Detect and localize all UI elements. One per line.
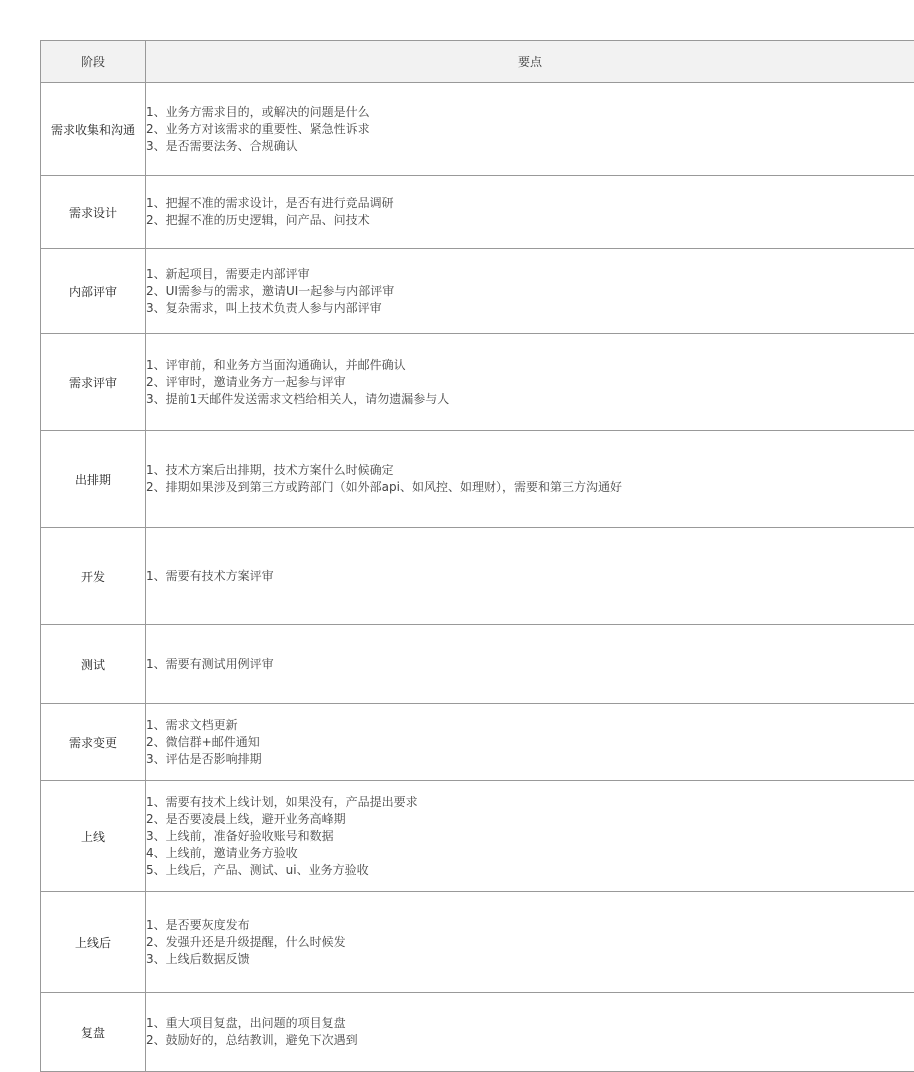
table-row xyxy=(41,892,914,993)
points-cell xyxy=(146,83,914,176)
point-item: 2、排期如果涉及到第三方或跨部门（如外部api、如风控、如理财），需要和第三方沟通好 xyxy=(146,479,914,496)
stage-cell: 上线 xyxy=(41,781,146,892)
points-cell xyxy=(146,249,914,334)
stage-cell: 开发 xyxy=(41,528,146,625)
table-row xyxy=(41,781,914,892)
points-cell xyxy=(146,993,914,1072)
point-item: 1、重大项目复盘，出问题的项目复盘 xyxy=(146,1015,914,1032)
point-item: 1、需要有技术方案评审 xyxy=(146,568,914,585)
point-item: 2、是否要凌晨上线，避开业务高峰期 xyxy=(146,811,914,828)
stage-cell: 出排期 xyxy=(41,431,146,528)
point-item: 2、发强升还是升级提醒，什么时候发 xyxy=(146,934,914,951)
point-item: 3、提前1天邮件发送需求文档给相关人，请勿遗漏参与人 xyxy=(146,391,914,408)
header-points: 要点 xyxy=(146,41,914,83)
table-row xyxy=(41,334,914,431)
point-item: 2、鼓励好的，总结教训，避免下次遇到 xyxy=(146,1032,914,1049)
point-item: 3、复杂需求，叫上技术负责人参与内部评审 xyxy=(146,300,914,317)
points-cell xyxy=(146,704,914,781)
table-row xyxy=(41,431,914,528)
point-item: 5、上线后，产品、测试、ui、业务方验收 xyxy=(146,862,914,879)
table-row xyxy=(41,249,914,334)
table-row xyxy=(41,993,914,1072)
points-cell xyxy=(146,781,914,892)
point-item: 2、业务方对该需求的重要性、紧急性诉求 xyxy=(146,121,914,138)
points-cell xyxy=(146,176,914,249)
stage-cell: 复盘 xyxy=(41,993,146,1072)
table-row xyxy=(41,625,914,704)
point-item: 2、微信群+邮件通知 xyxy=(146,734,914,751)
point-item: 1、评审前，和业务方当面沟通确认，并邮件确认 xyxy=(146,357,914,374)
point-item: 3、上线后数据反馈 xyxy=(146,951,914,968)
point-item: 2、把握不准的历史逻辑，问产品、问技术 xyxy=(146,212,914,229)
point-item: 2、UI需参与的需求，邀请UI一起参与内部评审 xyxy=(146,283,914,300)
point-item: 2、评审时，邀请业务方一起参与评审 xyxy=(146,374,914,391)
points-cell xyxy=(146,892,914,993)
stage-cell: 需求变更 xyxy=(41,704,146,781)
table-row xyxy=(41,704,914,781)
table-header-row xyxy=(41,41,914,83)
point-item: 1、需求文档更新 xyxy=(146,717,914,734)
stage-cell: 测试 xyxy=(41,625,146,704)
point-item: 1、需要有技术上线计划，如果没有，产品提出要求 xyxy=(146,794,914,811)
point-item: 4、上线前，邀请业务方验收 xyxy=(146,845,914,862)
header-stage: 阶段 xyxy=(41,41,146,83)
point-item: 1、是否要灰度发布 xyxy=(146,917,914,934)
stage-cell: 内部评审 xyxy=(41,249,146,334)
points-cell xyxy=(146,528,914,625)
table-row xyxy=(41,83,914,176)
point-item: 1、把握不准的需求设计，是否有进行竞品调研 xyxy=(146,195,914,212)
stage-cell: 需求评审 xyxy=(41,334,146,431)
points-cell xyxy=(146,334,914,431)
stage-cell: 需求收集和沟通 xyxy=(41,83,146,176)
stage-cell: 需求设计 xyxy=(41,176,146,249)
point-item: 3、是否需要法务、合规确认 xyxy=(146,138,914,155)
points-cell xyxy=(146,431,914,528)
point-item: 3、上线前，准备好验收账号和数据 xyxy=(146,828,914,845)
point-item: 1、新起项目，需要走内部评审 xyxy=(146,266,914,283)
stage-cell: 上线后 xyxy=(41,892,146,993)
stage-points-table xyxy=(40,40,914,1072)
point-item: 1、技术方案后出排期，技术方案什么时候确定 xyxy=(146,462,914,479)
table-row xyxy=(41,176,914,249)
table-row xyxy=(41,528,914,625)
point-item: 3、评估是否影响排期 xyxy=(146,751,914,768)
points-cell xyxy=(146,625,914,704)
point-item: 1、业务方需求目的，或解决的问题是什么 xyxy=(146,104,914,121)
point-item: 1、需要有测试用例评审 xyxy=(146,656,914,673)
